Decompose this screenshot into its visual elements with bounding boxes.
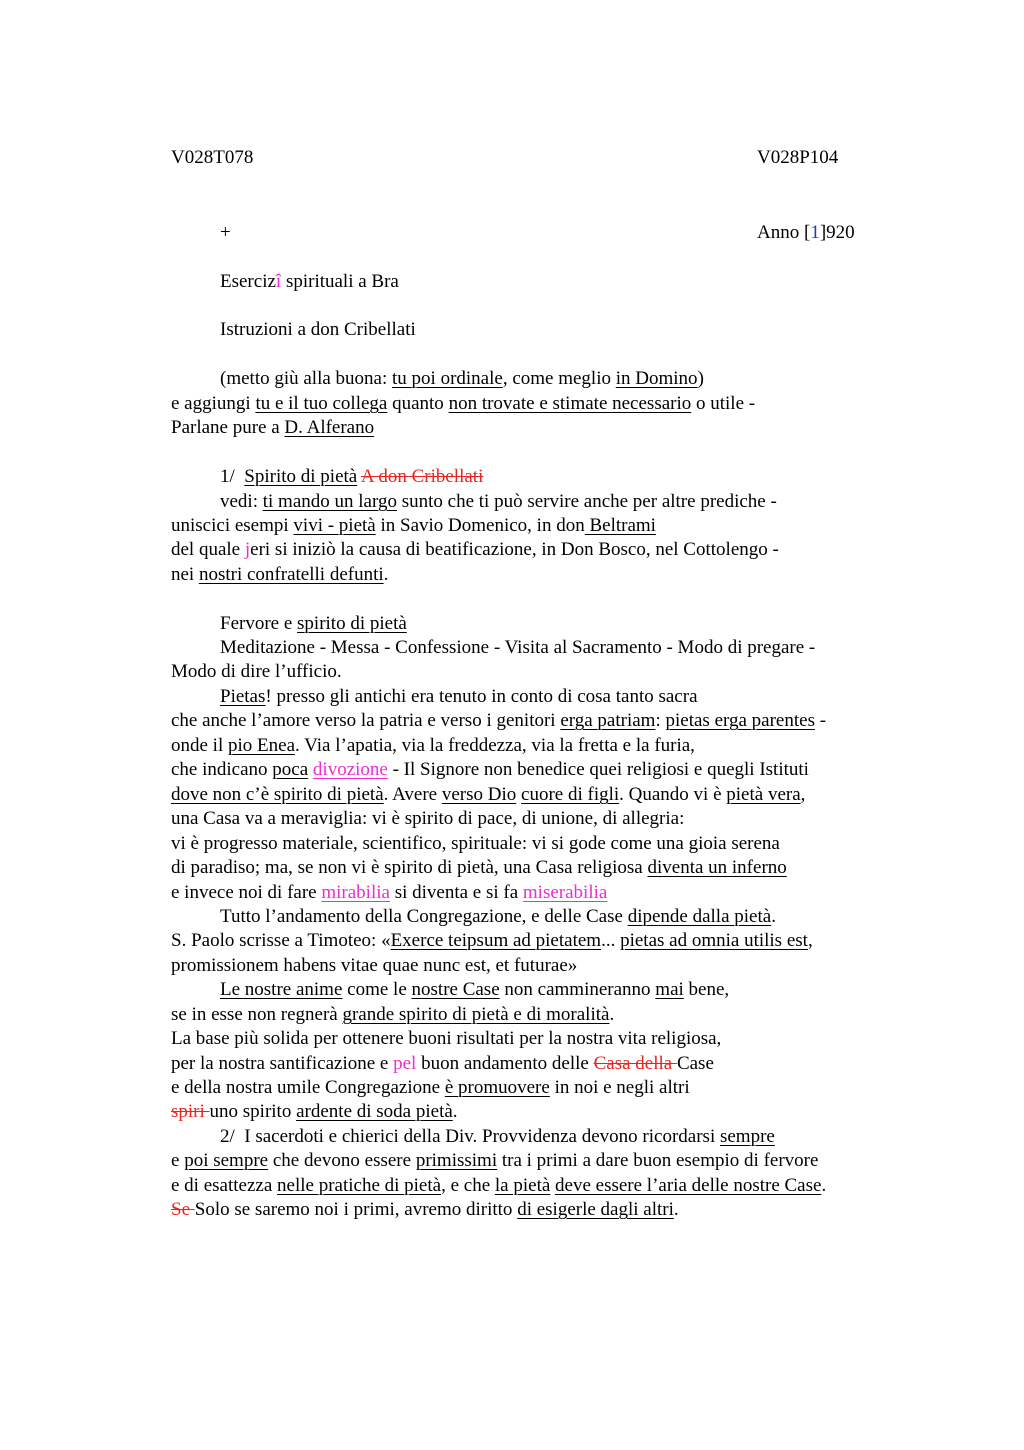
section2-line [220, 978, 729, 1002]
text-run: , e che [441, 1175, 495, 1196]
year-suffix: ]920 [819, 222, 855, 243]
section2-line [171, 954, 577, 978]
underlined-text: dove non c’è spirito di pietà [171, 784, 384, 805]
text-run: . [383, 564, 389, 585]
text-run: tra i primi a dare buon esempio di fervore [497, 1150, 819, 1171]
cross-mark: + [220, 222, 231, 243]
underlined-text: tu e il tuo collega [255, 393, 388, 414]
text-run: . Via l’apatia, via la freddezza, via la fretta e la furia, [295, 735, 695, 756]
text-run: buon andamento delle [416, 1053, 594, 1074]
text-run: che devono essere [268, 1150, 416, 1171]
underlined-text: verso Dio [441, 784, 517, 805]
underlined-text: pio Enea [228, 735, 296, 756]
text-run: si diventa e si fa [389, 882, 523, 903]
section2-line [220, 905, 776, 929]
text-run: promissionem habens vitae quae nunc est, et futurae» [171, 955, 578, 976]
section2-line [171, 1174, 826, 1198]
underlined-text: mai [655, 979, 684, 1000]
deleted-text: spiri [171, 1101, 210, 1122]
underlined-text: tu poi ordinale [392, 368, 503, 389]
underlined-text: ti mando un largo [262, 491, 397, 512]
underlined-text: pietà vera [726, 784, 801, 805]
deleted-text: A don Cribellati [360, 466, 484, 487]
section2-line [171, 1149, 818, 1173]
section2-line [171, 1100, 458, 1124]
intro-line [220, 367, 704, 391]
left-archive-code: V028T078 [171, 147, 254, 168]
text-run: . [821, 1175, 827, 1196]
section2-line [220, 636, 815, 660]
text-run: Modo di dire l’ufficio. [171, 661, 342, 682]
underlined-text: in Domino [615, 368, 698, 389]
section2-line [171, 1198, 679, 1222]
title-post: spirituali a Bra [281, 271, 399, 292]
underlined-text: Beltrami [584, 515, 656, 536]
text-run: uno spirito [209, 1101, 297, 1122]
deleted-text: Se [171, 1199, 195, 1220]
section2-line [171, 929, 813, 953]
underlined-text: dipende dalla pietà [627, 906, 772, 927]
underlined-text: Exerce teipsum ad pietatem [390, 930, 602, 951]
inserted-text: j [244, 539, 251, 560]
underlined-text: poca [272, 759, 309, 780]
underlined-text: nostri confratelli defunti [198, 564, 384, 585]
document-subtitle: Istruzioni a don Cribellati [220, 319, 416, 340]
text-run: se in esse non regnerà [171, 1004, 343, 1025]
text-run: ) [697, 368, 704, 389]
text-run: una Casa va a meraviglia: vi è spirito di pace, di unione, di allegria: [171, 808, 685, 829]
underlined-text: non trovate e stimate necessario [448, 393, 692, 414]
text-run: in Savio Domenico, in don [375, 515, 585, 536]
underlined-text: diventa un inferno [647, 857, 787, 878]
underlined-text: Le nostre anime [220, 979, 343, 1000]
text-run: , [800, 784, 806, 805]
section2-line [220, 1125, 775, 1149]
text-run: che indicano [171, 759, 273, 780]
deleted-text: Casa della [593, 1053, 677, 1074]
underlined-text: di esigerle dagli altri [517, 1199, 674, 1220]
inserted-text: pel [393, 1053, 417, 1074]
right-archive-code: V028P104 [757, 147, 839, 168]
text-run: uniscici esempi [171, 515, 294, 536]
section2-line [220, 685, 698, 709]
text-run: vi è progresso materiale, scientifico, spirituale: vi si gode come una gioia serena [171, 833, 780, 854]
section2-line [171, 1076, 690, 1100]
text-run: nei [171, 564, 199, 585]
text-run: Parlane pure a [171, 417, 285, 438]
text-run: per la nostra santificazione e [171, 1053, 394, 1074]
section1-line [171, 563, 388, 587]
text-run: S. Paolo scrisse a Timoteo: « [171, 930, 391, 951]
section2-line [171, 832, 780, 856]
inserted-text: mirabilia [321, 882, 390, 903]
section2-line [171, 734, 695, 758]
underlined-text: ardente di soda pietà [296, 1101, 453, 1122]
underlined-text: nostre Case [411, 979, 500, 1000]
text-run: bene, [683, 979, 730, 1000]
text-run: vedi: [220, 491, 263, 512]
text-run: del quale [171, 539, 245, 560]
text-run: . Avere [383, 784, 442, 805]
text-run: , [807, 930, 813, 951]
text-run: e invece noi di fare [171, 882, 322, 903]
text-run: e [171, 1150, 185, 1171]
text-run: Meditazione - Messa - Confessione - Visita al Sacramento - Modo di pregare - [220, 637, 816, 658]
section2-line [171, 807, 684, 831]
section1-line [171, 538, 779, 562]
section2-line [171, 881, 607, 905]
underlined-text: Pietas [220, 686, 266, 707]
section2-line [171, 1003, 614, 1027]
underlined-text: Spirito di pietà [244, 466, 358, 487]
year-insert: 1 [810, 222, 820, 243]
text-run: e di esattezza [171, 1175, 278, 1196]
text-run: . Quando vi è [619, 784, 727, 805]
text-run: 1/ [220, 466, 245, 487]
underlined-text: la pietà [494, 1175, 551, 1196]
text-run: ... [601, 930, 621, 951]
title-pre: Eserciz [220, 271, 276, 292]
text-run: che anche l’amore verso la patria e verso i genitori [171, 710, 561, 731]
text-run: . [452, 1101, 458, 1122]
underlined-text: sempre [719, 1126, 775, 1147]
text-run: quanto [387, 393, 449, 414]
text-run: . [673, 1199, 679, 1220]
intro-line [171, 392, 755, 416]
section2-line [171, 758, 809, 782]
section2-line [171, 709, 826, 733]
text-run: onde il [171, 735, 228, 756]
text-run: La base più solida per ottenere buoni risultati per la nostra vita religiosa, [171, 1028, 722, 1049]
section2-line [171, 1052, 714, 1076]
underlined-text: nelle pratiche di pietà [277, 1175, 442, 1196]
text-run: Tutto l’andamento della Congregazione, e delle Case [220, 906, 628, 927]
text-run: . [609, 1004, 615, 1025]
text-run: non cammineranno [499, 979, 656, 1000]
text-run: eri si iniziò la causa di beatificazione, in Don Bosco, nel Cottolengo - [250, 539, 779, 560]
text-run: o utile - [691, 393, 756, 414]
year-prefix: Anno [ [757, 222, 811, 243]
text-run: - Il Signore non benedice quei religiosi e quegli Istituti [387, 759, 809, 780]
text-run: ! presso gli antichi era tenuto in conto di cosa tanto sacra [265, 686, 698, 707]
text-run: Solo se saremo noi i primi, avremo diritto [194, 1199, 518, 1220]
inserted-text: divozione [312, 759, 388, 780]
underlined-text: spirito di pietà [297, 613, 407, 634]
underlined-text: vivi - pietà [293, 515, 376, 536]
underlined-text: erga patriam [560, 710, 656, 731]
intro-line [171, 416, 374, 440]
underlined-text: pietas erga parentes [665, 710, 815, 731]
text-run: Case [676, 1053, 714, 1074]
text-run: in noi e negli altri [549, 1077, 690, 1098]
section2-line [171, 1027, 721, 1051]
text-run: , come meglio [502, 368, 616, 389]
document-title [220, 270, 399, 294]
underlined-text: è promuovere [444, 1077, 550, 1098]
title-accent: î [275, 271, 282, 292]
section1-line [220, 490, 777, 514]
underlined-text: cuore di figli [521, 784, 620, 805]
text-run: (metto giù alla buona: [220, 368, 393, 389]
text-run: . [771, 906, 776, 927]
section1-line [220, 465, 483, 489]
underlined-text: primissimi [415, 1150, 498, 1171]
text-run: e aggiungi [171, 393, 256, 414]
section1-line [171, 514, 656, 538]
inserted-text: miserabilia [522, 882, 608, 903]
section2-line [171, 660, 342, 684]
text-run: : [655, 710, 666, 731]
text-run: Fervore e [220, 613, 298, 634]
section2-line [171, 856, 787, 880]
text-run: sunto che ti può servire anche per altre prediche - [396, 491, 777, 512]
year-line [757, 221, 855, 245]
section2-line [171, 783, 805, 807]
text-run: - [814, 710, 827, 731]
text-run: come le [342, 979, 412, 1000]
text-run: di paradiso; ma, se non vi è spirito di pietà, una Casa religiosa [171, 857, 648, 878]
underlined-text: deve essere l’aria delle nostre Case [555, 1175, 822, 1196]
section2-line [220, 612, 407, 636]
underlined-text: grande spirito di pietà e di moralità [342, 1004, 610, 1025]
text-run: 2/ I sacerdoti e chierici della Div. Provvidenza devono ricordarsi [220, 1126, 720, 1147]
text-run: e della nostra umile Congregazione [171, 1077, 445, 1098]
underlined-text: D. Alferano [284, 417, 375, 438]
underlined-text: pietas ad omnia utilis est [620, 930, 808, 951]
underlined-text: poi sempre [184, 1150, 269, 1171]
